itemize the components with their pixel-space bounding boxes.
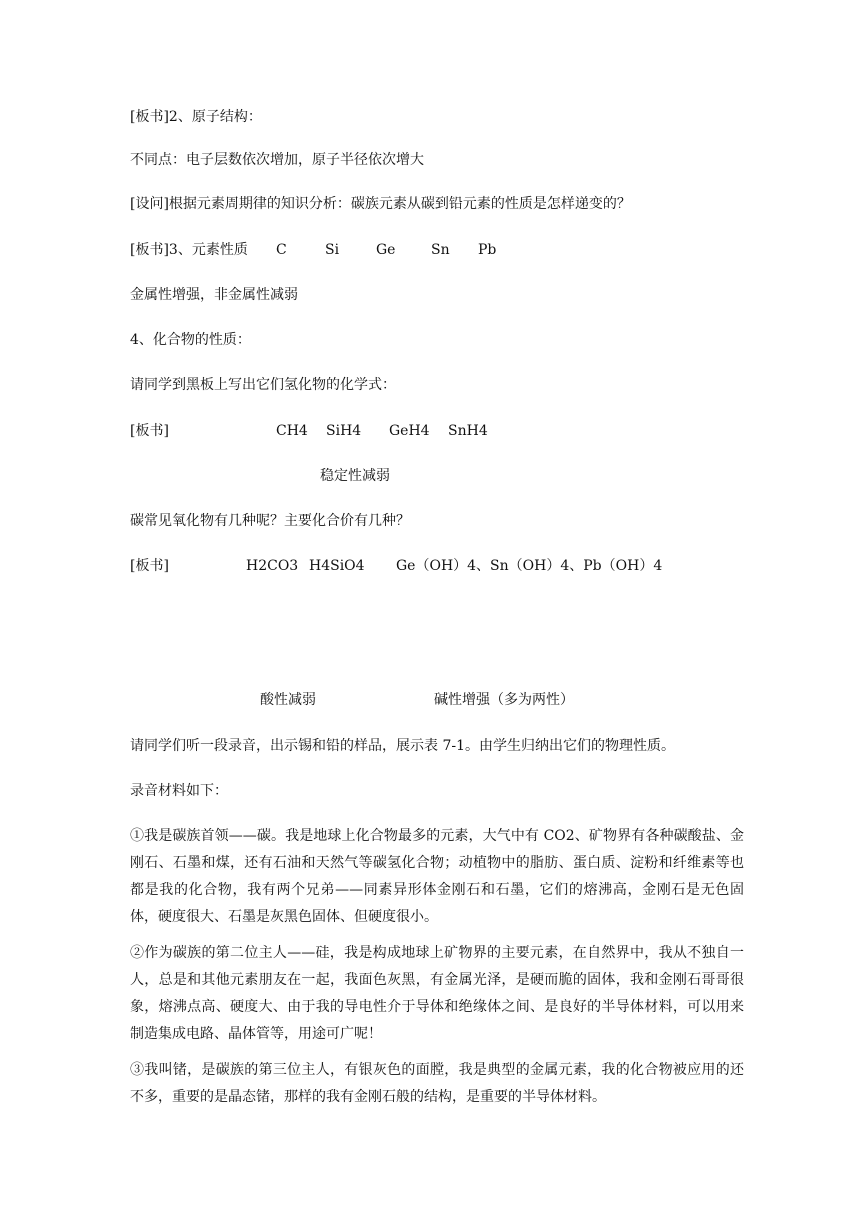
basicity-trend: 碱性增强（多为两性） xyxy=(434,692,574,708)
element-si: Si xyxy=(325,242,340,258)
acid-h4sio4: H4SiO4 xyxy=(309,558,365,574)
paragraph-silicon: ②作为碳族的第二位主人——硅，我是构成地球上矿物界的主要元素，在自然界中，我从不独自一人，总是和其他元素朋友在一起，我面色灰黑，有金属光泽，是硬而脆的固体，我和金刚石哥哥很象，熔沸点高、硬度大、由于我的导电性介于导体和绝缘体之间、是良好的半导体材料，可以用来制造集成电路、晶体管等，用途可广呢！ xyxy=(130,945,744,1042)
blackboard-atomic-structure: [板书]2、原子结构： xyxy=(130,109,262,125)
element-ge: Ge xyxy=(376,242,396,258)
stability-trend: 稳定性减弱 xyxy=(320,468,390,484)
oxide-question: 碳常见氧化物有几种呢？主要化合价有几种？ xyxy=(130,513,410,529)
acid-h2co3: H2CO3 xyxy=(246,558,299,574)
difference-note: 不同点：电子层数依次增加，原子半径依次增大 xyxy=(130,152,424,168)
element-c: C xyxy=(276,242,287,258)
hydride-instruction: 请同学到黑板上写出它们氢化物的化学式： xyxy=(130,377,396,393)
element-pb: Pb xyxy=(478,242,497,258)
paragraph-germanium: ③我叫锗，是碳族的第三位主人，有银灰色的面膛，我是典型的金属元素，我的化合物被应用的还不多，重要的是晶态锗，那样的我有金刚石般的结构，是重要的半导体材料。 xyxy=(130,1062,744,1105)
blackboard-label-hydrides: [板书] xyxy=(130,423,169,439)
blackboard-element-properties: [板书]3、元素性质 xyxy=(130,242,248,258)
metallic-trend: 金属性增强，非金属性减弱 xyxy=(130,287,298,303)
element-sn: Sn xyxy=(431,242,450,258)
compound-properties-heading: 4、化合物的性质： xyxy=(130,332,251,348)
recording-instruction: 请同学们听一段录音，出示锡和铅的样品，展示表 7-1。由学生归纳出它们的物理性质。 xyxy=(130,738,675,754)
hydride-geh4: GeH4 xyxy=(389,423,430,439)
recording-intro: 录音材料如下： xyxy=(130,783,228,799)
acidity-trend: 酸性减弱 xyxy=(260,692,316,708)
hydride-ch4: CH4 xyxy=(276,423,308,439)
hydroxides: Ge（OH）4、Sn（OH）4、Pb（OH）4 xyxy=(396,558,663,574)
hydride-sih4: SiH4 xyxy=(326,423,362,439)
question-trend: [设问]根据元素周期律的知识分析：碳族元素从碳到铅元素的性质是怎样递变的？ xyxy=(130,196,631,212)
blackboard-label-acids: [板书] xyxy=(130,558,169,574)
hydride-snh4: SnH4 xyxy=(448,423,488,439)
paragraph-carbon: ①我是碳族首领——碳。我是地球上化合物最多的元素，大气中有 CO2、矿物界有各种碳酸盐、金刚石、石墨和煤，还有石油和天然气等碳氢化合物；动植物中的脂肪、蛋白质、淀粉和纤维素等也都是我的化合物，我有两个兄弟——同素异形体金刚石和石墨，它们的熔沸高，金刚石是无色固体，硬度很大、石墨是灰黑色固体、但硬度很小。 xyxy=(130,828,744,925)
